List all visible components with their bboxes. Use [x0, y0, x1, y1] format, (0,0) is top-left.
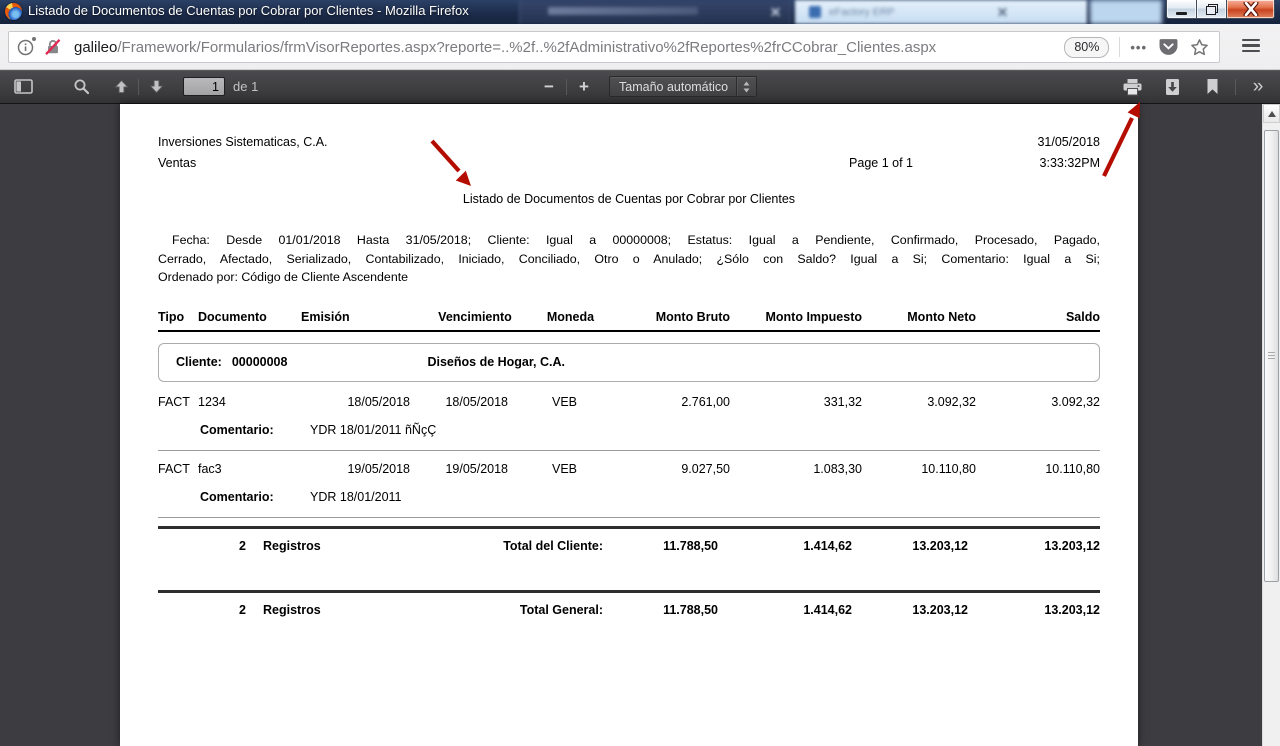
- more-tools-button[interactable]: [1244, 74, 1270, 100]
- report: [120, 104, 1138, 620]
- client-group-row: [158, 343, 1100, 382]
- pdf-page: [120, 104, 1138, 746]
- client-box: [158, 343, 1100, 382]
- records-count: 2: [239, 538, 246, 553]
- col-monto-bruto: Monto Bruto: [617, 310, 730, 331]
- total-saldo: 13.203,12: [1044, 538, 1100, 553]
- documents-table: [158, 310, 1100, 620]
- pocket-icon[interactable]: [1159, 38, 1178, 56]
- report-header: [158, 132, 1100, 178]
- restore-icon: [1206, 4, 1218, 15]
- app-icon: [809, 6, 821, 18]
- cell-tipo: FACT: [158, 461, 190, 476]
- close-icon: [1243, 2, 1259, 16]
- report-time: 3:33:32PM: [1039, 156, 1100, 170]
- client-label: Cliente:: [176, 355, 222, 369]
- search-icon: [73, 78, 90, 95]
- scroll-up-button[interactable]: [1263, 104, 1280, 123]
- print-icon: [1122, 78, 1143, 96]
- records-label: Registros: [263, 602, 321, 617]
- background-window-fragment: [795, 0, 1087, 24]
- comment-label: Comentario:: [200, 422, 274, 437]
- total-monto-neto: 13.203,12: [912, 538, 968, 553]
- cell-monto-neto: 10.110,80: [921, 461, 976, 476]
- permission-dot: [32, 37, 36, 41]
- cell-vencimiento: 19/05/2018: [445, 461, 508, 476]
- vertical-scrollbar[interactable]: [1262, 104, 1280, 746]
- pdf-viewer: [0, 104, 1280, 746]
- col-tipo: Tipo: [158, 310, 198, 331]
- window-controls: [1166, 0, 1275, 19]
- zoom-in-button[interactable]: [571, 74, 597, 100]
- comment-row: [158, 476, 1100, 504]
- client-code: 00000008: [231, 355, 288, 369]
- client-total-label: Total del Cliente:: [503, 538, 603, 553]
- url-host: galileo: [74, 38, 118, 56]
- total-monto-impuesto: 1.414,62: [803, 602, 852, 617]
- url-text: [74, 39, 936, 56]
- plus-icon: +: [579, 76, 589, 96]
- minimize-button[interactable]: [1166, 0, 1197, 19]
- arrow-down-icon: [149, 79, 164, 94]
- close-button[interactable]: [1227, 0, 1275, 19]
- table-row: [158, 382, 1100, 409]
- firefox-icon: [5, 3, 22, 20]
- table-header-row: [158, 310, 1100, 331]
- department: Ventas: [158, 156, 197, 170]
- print-button[interactable]: [1119, 74, 1145, 100]
- scrollbar-thumb[interactable]: [1264, 130, 1279, 582]
- report-filters: [158, 231, 1100, 287]
- background-window-label: eFactory ERP: [829, 6, 895, 18]
- pdf-toolbar: [0, 70, 1280, 104]
- minimize-icon: [1176, 12, 1187, 15]
- page-actions-icon[interactable]: •••: [1130, 39, 1147, 55]
- sidebar-toggle-icon: [14, 79, 33, 94]
- filter-line: Cerrado, Afectado, Serializado, Contabilizado, Iniciado, Conciliado, Otro o Anulado; ¿Sólo con Saldo? Igual a Si; Comentario: Igual a Si;: [158, 251, 1100, 266]
- page-count-label: de 1: [233, 79, 259, 94]
- comment-text: YDR 18/01/2011 ñÑçÇ: [310, 422, 437, 437]
- select-caret-icon: [736, 77, 756, 96]
- close-icon: [771, 7, 780, 16]
- zoom-select-value: Tamaño automático: [619, 79, 729, 94]
- total-monto-bruto: 11.788,50: [663, 538, 718, 553]
- records-label: Registros: [263, 538, 321, 553]
- total-monto-bruto: 11.788,50: [663, 602, 718, 617]
- total-monto-neto: 13.203,12: [912, 602, 968, 617]
- window-title: Listado de Documentos de Cuentas por Cobrar por Clientes - Mozilla Firefox: [28, 3, 469, 18]
- report-date: 31/05/2018: [1037, 135, 1100, 149]
- total-saldo: 13.203,12: [1044, 602, 1100, 617]
- double-chevron-icon: »: [1252, 76, 1264, 97]
- arrow-up-icon: [1268, 111, 1276, 117]
- col-monto-impuesto: Monto Impuesto: [730, 310, 862, 331]
- page-number-input[interactable]: [183, 77, 225, 96]
- comment-label: Comentario:: [200, 489, 274, 504]
- close-icon: [998, 7, 1007, 16]
- col-vencimiento: Vencimiento: [426, 310, 524, 331]
- filter-line: Ordenado por: Código de Cliente Ascendente: [158, 270, 409, 284]
- download-button[interactable]: [1159, 74, 1185, 100]
- cell-moneda: VEB: [552, 394, 578, 409]
- cell-monto-impuesto: 1.083,30: [813, 461, 862, 476]
- find-button[interactable]: [68, 74, 94, 100]
- bookmark-button[interactable]: [1199, 74, 1225, 100]
- report-title: Listado de Documentos de Cuentas por Cobrar por Clientes: [462, 192, 796, 206]
- cell-monto-bruto: 2.761,00: [681, 394, 730, 409]
- cell-monto-impuesto: 331,32: [823, 394, 862, 409]
- cell-vencimiento: 18/05/2018: [445, 394, 508, 409]
- page-down-button[interactable]: [143, 74, 169, 100]
- cell-emision: 18/05/2018: [347, 394, 410, 409]
- comment-row: [158, 409, 1100, 437]
- col-emision: Emisión: [301, 310, 426, 331]
- cell-monto-neto: 3.092,32: [927, 394, 976, 409]
- arrow-up-icon: [114, 79, 129, 94]
- cell-emision: 19/05/2018: [347, 461, 410, 476]
- zoom-out-button[interactable]: [536, 74, 562, 100]
- grand-total-label: Total General:: [519, 602, 603, 617]
- client-name: Diseños de Hogar, C.A.: [427, 355, 565, 369]
- url-bar[interactable]: [8, 31, 1220, 63]
- col-documento: Documento: [198, 310, 301, 331]
- cell-tipo: FACT: [158, 394, 190, 409]
- bookmark-icon: [1206, 78, 1219, 95]
- blurred-text: [548, 7, 698, 15]
- insecure-lock-icon[interactable]: [44, 38, 62, 56]
- bookmark-star-icon[interactable]: [1190, 38, 1209, 57]
- divider: [1119, 37, 1120, 57]
- background-window-fragment: [1090, 0, 1162, 24]
- cell-documento: 1234: [198, 394, 226, 409]
- total-monto-impuesto: 1.414,62: [803, 538, 852, 553]
- row-separator: [158, 517, 1100, 518]
- zoom-select[interactable]: [609, 76, 757, 97]
- cell-saldo: 10.110,80: [1045, 461, 1100, 476]
- comment-text: YDR 18/01/2011: [310, 489, 402, 504]
- table-row: [158, 451, 1100, 476]
- browser-navbar: [0, 24, 1280, 70]
- cell-moneda: VEB: [552, 461, 578, 476]
- filter-line: Fecha: Desde 01/01/2018 Hasta 31/05/2018; Cliente: Igual a 00000008; Estatus: Igual a Pendiente, Confirmado, Procesado, Pagado,: [172, 233, 1100, 247]
- cell-saldo: 3.092,32: [1051, 394, 1100, 409]
- cell-documento: fac3: [198, 461, 222, 476]
- site-info-icon[interactable]: [17, 39, 34, 56]
- menu-icon[interactable]: [1242, 39, 1260, 55]
- sidebar-toggle-button[interactable]: [10, 74, 36, 100]
- col-saldo: Saldo: [976, 310, 1100, 331]
- page-up-button[interactable]: [108, 74, 134, 100]
- page-zoom-badge[interactable]: 80%: [1064, 37, 1109, 58]
- page-label: Page 1 of 1: [849, 156, 913, 170]
- col-monto-neto: Monto Neto: [862, 310, 976, 331]
- restore-button[interactable]: [1197, 0, 1227, 19]
- thumb-grip-icon: [1268, 352, 1275, 360]
- background-window-fragment: [519, 0, 791, 24]
- window-titlebar: [0, 0, 1280, 24]
- client-total-row: [158, 529, 1100, 556]
- col-moneda: Moneda: [524, 310, 617, 331]
- records-count: 2: [239, 602, 246, 617]
- download-icon: [1164, 78, 1181, 96]
- company-name: Inversiones Sistematicas, C.A.: [158, 135, 328, 149]
- cell-monto-bruto: 9.027,50: [681, 461, 730, 476]
- grand-total-row: [158, 593, 1100, 620]
- minus-icon: −: [544, 76, 554, 96]
- url-path: /Framework/Formularios/frmVisorReportes.aspx?reporte=..%2f..%2fAdministrativo%2fReportes%2frCCobrar_Clientes.aspx: [117, 38, 937, 56]
